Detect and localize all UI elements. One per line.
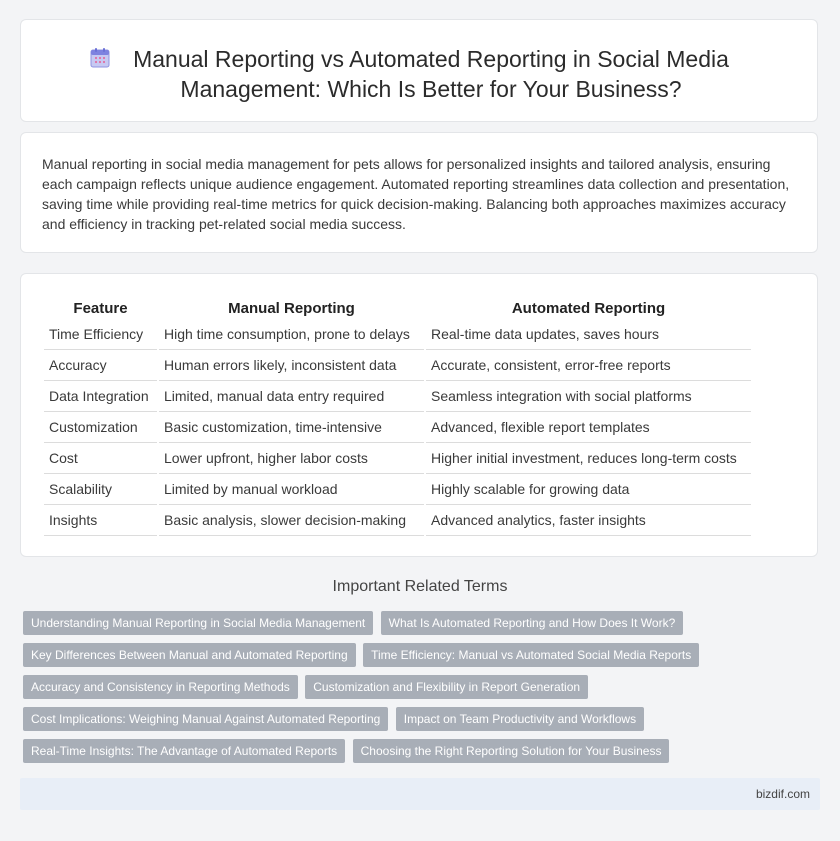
footer-site-link[interactable]: bizdif.com bbox=[755, 787, 810, 801]
intro-paragraph: Manual reporting in social media management for pets allows for personalized insights and tailored analysis, ensuring each campaign reflects unique audience engagement. Automated reporting streamlines data collection and presentation, saving time while providing real-time metrics for quick decision-making. Balancing both approaches maximizes accuracy and efficiency in tracking pet-related social media success. bbox=[42, 156, 790, 232]
table-row bbox=[44, 474, 751, 505]
related-terms-heading: Important Related Terms bbox=[332, 578, 508, 595]
automated-cell: Highly scalable for growing data bbox=[426, 474, 751, 505]
automated-cell: Higher initial investment, reduces long-term costs bbox=[426, 443, 751, 474]
related-terms-list bbox=[23, 611, 823, 771]
related-term-tag[interactable]: Cost Implications: Weighing Manual Against Automated Reporting bbox=[23, 707, 388, 731]
manual-cell: Human errors likely, inconsistent data bbox=[159, 350, 424, 381]
table-row bbox=[44, 443, 751, 474]
feature-cell: Data Integration bbox=[44, 381, 157, 412]
header-card bbox=[20, 19, 818, 122]
manual-cell: Limited, manual data entry required bbox=[159, 381, 424, 412]
related-term-tag[interactable]: Time Efficiency: Manual vs Automated Social Media Reports bbox=[363, 643, 699, 667]
column-header-manual: Manual Reporting bbox=[228, 299, 355, 317]
automated-cell: Real-time data updates, saves hours bbox=[426, 319, 751, 350]
automated-cell: Accurate, consistent, error-free reports bbox=[426, 350, 751, 381]
table-row bbox=[44, 505, 751, 536]
manual-cell: Basic analysis, slower decision-making bbox=[159, 505, 424, 536]
table-row bbox=[44, 350, 751, 381]
feature-cell: Customization bbox=[44, 412, 157, 443]
related-term-tag[interactable]: Customization and Flexibility in Report Generation bbox=[305, 675, 588, 699]
automated-cell: Advanced analytics, faster insights bbox=[426, 505, 751, 536]
related-term-tag[interactable]: Impact on Team Productivity and Workflows bbox=[396, 707, 644, 731]
related-term-tag[interactable]: Choosing the Right Reporting Solution for Your Business bbox=[353, 739, 670, 763]
table-header-row bbox=[44, 295, 751, 319]
manual-cell: High time consumption, prone to delays bbox=[159, 319, 424, 350]
comparison-table bbox=[42, 295, 753, 536]
feature-cell: Insights bbox=[44, 505, 157, 536]
related-term-tag[interactable]: Accuracy and Consistency in Reporting Methods bbox=[23, 675, 298, 699]
calendar-icon bbox=[89, 47, 111, 69]
feature-cell: Cost bbox=[44, 443, 157, 474]
column-header-automated: Automated Reporting bbox=[511, 299, 666, 317]
manual-cell: Limited by manual workload bbox=[159, 474, 424, 505]
related-term-tag[interactable]: Understanding Manual Reporting in Social Media Management bbox=[23, 611, 373, 635]
manual-cell: Lower upfront, higher labor costs bbox=[159, 443, 424, 474]
automated-cell: Seamless integration with social platforms bbox=[426, 381, 751, 412]
related-term-tag[interactable]: Real-Time Insights: The Advantage of Automated Reports bbox=[23, 739, 345, 763]
table-row bbox=[44, 319, 751, 350]
feature-cell: Time Efficiency bbox=[44, 319, 157, 350]
footer-bar bbox=[20, 778, 820, 810]
automated-cell: Advanced, flexible report templates bbox=[426, 412, 751, 443]
comparison-card bbox=[20, 273, 818, 557]
page-title: Manual Reporting vs Automated Reporting in Social Media Management: Which Is Better for Your Business? bbox=[133, 46, 729, 102]
table-row bbox=[44, 381, 751, 412]
feature-cell: Scalability bbox=[44, 474, 157, 505]
related-term-tag[interactable]: Key Differences Between Manual and Automated Reporting bbox=[23, 643, 356, 667]
related-term-tag[interactable]: What Is Automated Reporting and How Does It Work? bbox=[381, 611, 684, 635]
manual-cell: Basic customization, time-intensive bbox=[159, 412, 424, 443]
page-title-block bbox=[21, 44, 817, 104]
feature-cell: Accuracy bbox=[44, 350, 157, 381]
column-header-feature: Feature bbox=[73, 299, 128, 317]
table-row bbox=[44, 412, 751, 443]
intro-card bbox=[20, 132, 818, 253]
